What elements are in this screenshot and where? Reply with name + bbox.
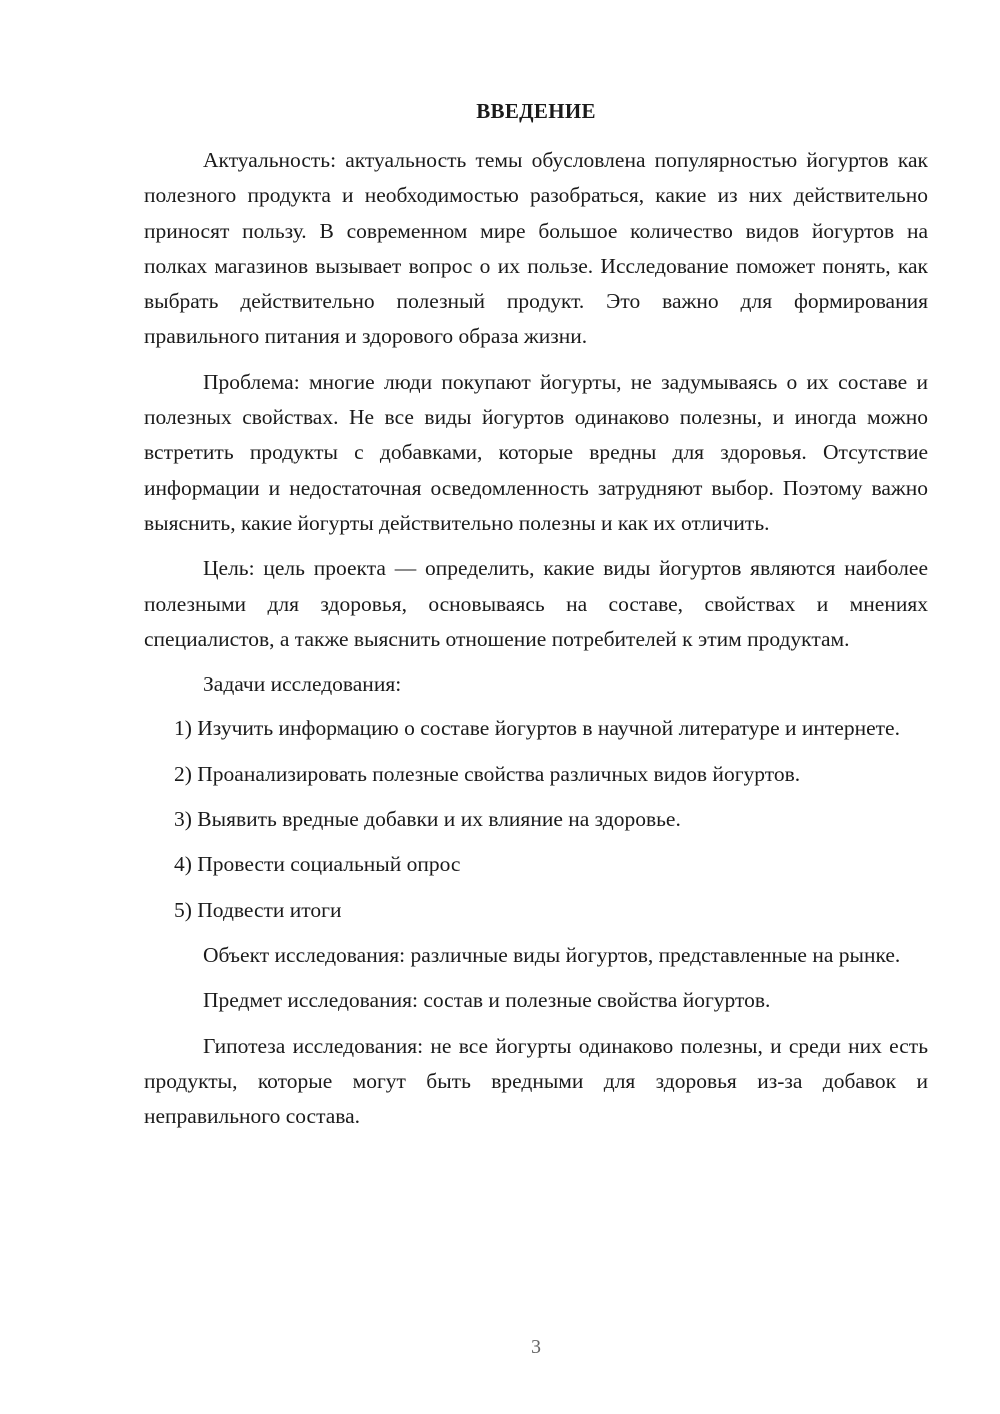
paragraph-goal: Цель: цель проекта — определить, какие виды йогуртов являются наиболее полезными для здоровья, основываясь на составе, свойствах и мнениях специалистов, а также выяснить отношение потребителей к этим продуктам. xyxy=(144,556,928,651)
task-item-2: 2) Проанализировать полезные свойства различных видов йогуртов. xyxy=(174,761,801,786)
paragraph-problem: Проблема: многие люди покупают йогурты, не задумываясь о их составе и полезных свойствах. Не все виды йогуртов одинаково полезны, и иногда можно встретить продукты с добавками, которые вредны для здоровья. Отсутствие информации и недостаточная осведомленность затрудняют выбор. Поэтому важно выяснить, какие йогурты действительно полезны и как их отличить. xyxy=(144,369,928,535)
document-body xyxy=(144,143,928,1144)
paragraph-subject: Предмет исследования: состав и полезные свойства йогуртов. xyxy=(203,988,771,1013)
paragraph-hypothesis: Гипотеза исследования: не все йогурты одинаково полезны, и среди них есть продукты, которые могут быть вредными для здоровья из-за добавок и неправильного состава. xyxy=(144,1033,928,1129)
task-item-1: 1) Изучить информацию о составе йогуртов в научной литературе и интернете. xyxy=(174,716,900,741)
page-number: 3 xyxy=(531,1336,541,1358)
task-item-3: 3) Выявить вредные добавки и их влияние на здоровье. xyxy=(174,807,681,832)
section-title: ВВЕДЕНИЕ xyxy=(476,99,596,123)
paragraph-relevance: Актуальность: актуальность темы обусловлена популярностью йогуртов как полезного продукта и необходимостью разобраться, какие из них действительно приносят пользу. В современном мире большое количество видов йогуртов на полках магазинов вызывает вопрос о их пользе. Исследование поможет понять, как выбрать действительно полезный продукт. Это важно для формирования правильного питания и здорового образа жизни. xyxy=(144,148,928,349)
document-page xyxy=(144,0,928,1414)
paragraph-tasks-heading: Задачи исследования: xyxy=(203,672,402,697)
paragraph-object: Объект исследования: различные виды йогуртов, представленные на рынке. xyxy=(203,942,901,967)
task-item-5: 5) Подвести итоги xyxy=(174,897,342,922)
task-item-4: 4) Провести социальный опрос xyxy=(174,852,461,877)
